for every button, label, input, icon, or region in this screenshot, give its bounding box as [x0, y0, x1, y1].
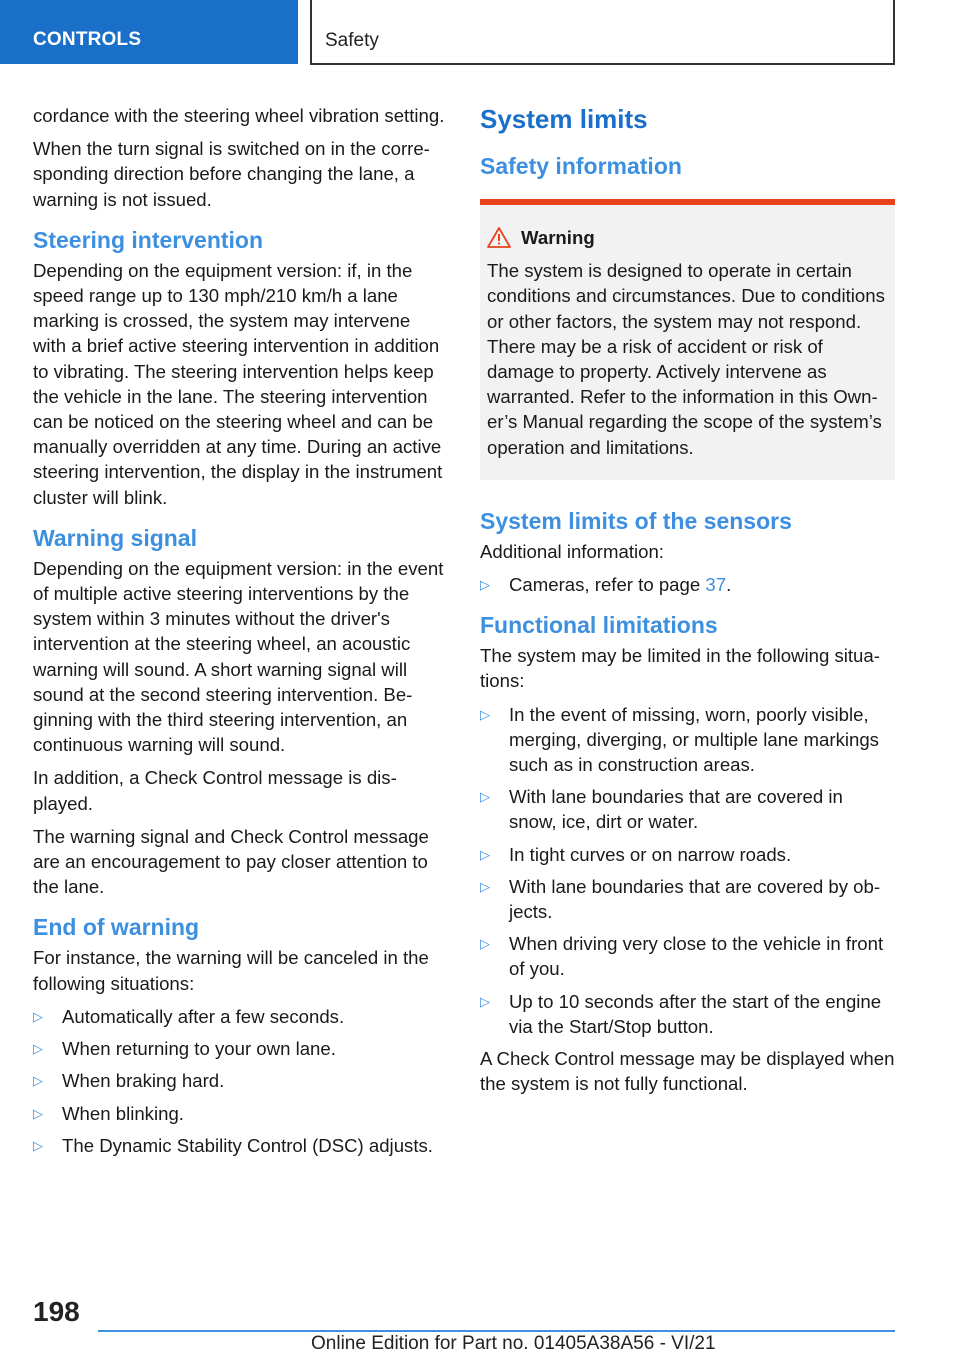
paragraph: Depending on the equipment version: if, in the speed range up to 130 mph/210 km/h a lane marking is crossed, the system may intervene with a brief active steering intervention in addition to vibrating. The steering intervention helps keep the vehicle in the lane. The steering intervention can be noticed on the steering wheel and can be manually overridden at any time. During an active steering intervention, the display in the instrument cluster will blink.: [33, 259, 443, 508]
list-item: ▷ In the event of missing, worn, poorly visible, merging, diverging, or multiple lane markings such as in construction areas.: [480, 703, 879, 776]
triangle-right-icon: ▷: [33, 1105, 43, 1121]
paragraph: The system may be limited in the following situations:: [480, 645, 880, 692]
end-of-warning-list: [33, 1004, 448, 1158]
list-item: ▷ When braking hard.: [33, 1068, 448, 1093]
warning-title: Warning: [521, 227, 595, 248]
list-item: ▷ Cameras, refer to page 37.: [480, 572, 895, 597]
heading-steering-intervention: Steering intervention: [33, 226, 264, 253]
paragraph: In addition, a Check Control message is displayed.: [33, 767, 397, 814]
paragraph: cordance with the steering wheel vibration setting.: [33, 105, 445, 126]
triangle-right-icon: ▷: [480, 846, 490, 862]
right-column: [480, 103, 895, 1104]
triangle-right-icon: ▷: [33, 1041, 43, 1057]
list-item: ▷ In tight curves or on narrow roads.: [480, 842, 895, 867]
triangle-right-icon: ▷: [33, 1008, 43, 1024]
heading-safety-information: Safety information: [480, 153, 682, 179]
heading-functional-limitations: Functional limitations: [480, 612, 718, 639]
left-column: [33, 103, 448, 1165]
list-item: ▷ When driving very close to the vehicle in front of you.: [480, 933, 884, 980]
list-item: ▷ With lane boundaries that are covered by objects.: [480, 875, 881, 923]
triangle-right-icon: ▷: [33, 1137, 43, 1153]
paragraph: A Check Control message may be displayed when the system is not fully functional.: [480, 1048, 895, 1095]
triangle-right-icon: ▷: [480, 993, 490, 1009]
heading-warning-signal: Warning signal: [33, 524, 197, 551]
warning-box: [480, 199, 895, 480]
footer-rule: [98, 1330, 895, 1332]
triangle-right-icon: ▷: [480, 577, 490, 593]
triangle-right-icon: ▷: [480, 936, 490, 952]
header-divider-left: [310, 0, 312, 64]
triangle-right-icon: ▷: [480, 878, 490, 894]
header-divider-right: [893, 0, 895, 64]
list-item: ▷ When returning to your own lane.: [33, 1036, 448, 1061]
header-underline: [310, 63, 895, 65]
section-tab: [0, 0, 298, 64]
chapter-title: Safety: [325, 30, 379, 51]
footer-edition: Online Edition for Part no. 01405A38A56 - VI/21: [311, 1333, 716, 1354]
warning-triangle-icon: [487, 227, 511, 248]
list-item: ▷ When blinking.: [33, 1101, 448, 1126]
paragraph: For instance, the warning will be canceled in the following situations:: [33, 947, 429, 994]
page-link[interactable]: 37: [705, 574, 727, 596]
list-item: ▷ With lane boundaries that are covered in snow, ice, dirt or water.: [480, 786, 843, 833]
list-item: ▷ Automatically after a few seconds.: [33, 1004, 448, 1029]
functional-limitations-list: [480, 702, 895, 1039]
paragraph: When the turn signal is switched on in the corresponding direction before changing the lane, a warning is not issued.: [33, 138, 430, 210]
heading-system-limits-sensors: System limits of the sensors: [480, 507, 792, 534]
warning-header: [487, 225, 887, 250]
list-item: ▷ Up to 10 seconds after the start of the engine via the Start/Stop button.: [480, 990, 882, 1037]
list-item: ▷ The Dynamic Stability Control (DSC) adjusts.: [33, 1133, 448, 1158]
paragraph: Depending on the equipment version: in the event of multiple active steering interventions by the system within 3 minutes without the driver's intervention at the steering wheel, an acoustic warning will sound. A short warning signal will sound at the second steering intervention. Beginning with the third steering intervention, an continuous warning will sound.: [33, 557, 444, 756]
sensor-list: [480, 572, 895, 597]
section-label: CONTROLS: [33, 29, 142, 50]
triangle-right-icon: ▷: [480, 706, 490, 722]
triangle-right-icon: ▷: [33, 1073, 43, 1089]
triangle-right-icon: ▷: [480, 789, 490, 805]
warning-text: The system is designed to operate in certain conditions and circumstances. Due to conditions or other factors, the system may not respond. There may be a risk of accident or risk of damage to property. Actively intervene as warranted. Refer to the information in this Owner’s Manual regarding the scope of the system’s operation and limitations.: [487, 260, 885, 458]
heading-end-of-warning: End of warning: [33, 914, 200, 941]
page-number: 198: [33, 1296, 80, 1327]
paragraph: Additional information:: [480, 540, 664, 562]
heading-system-limits: System limits: [480, 104, 648, 134]
paragraph: The warning signal and Check Control message are an encouragement to pay closer attention to the lane.: [33, 825, 429, 898]
